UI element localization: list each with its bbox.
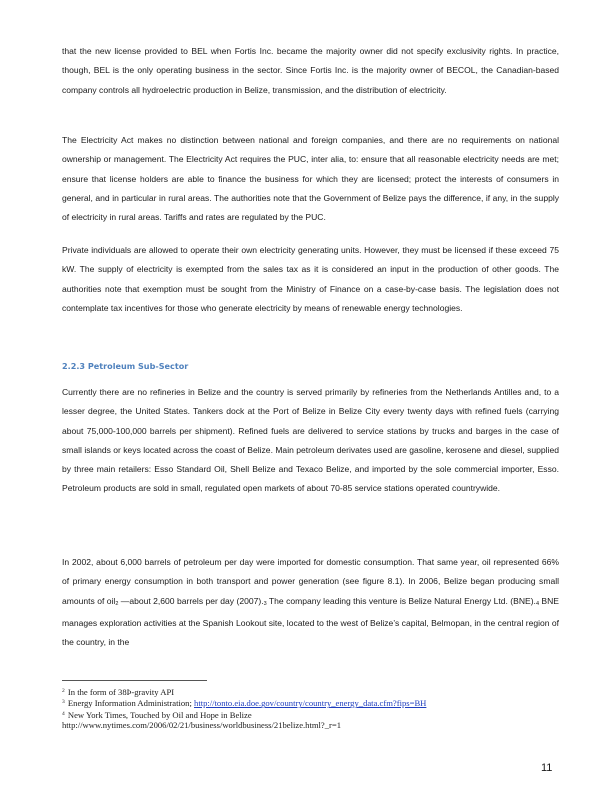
footnote-number: 4 (62, 710, 65, 717)
oil-text-part3: The company leading this venture is Belize Natural Energy Ltd. (BNE). (266, 595, 536, 606)
paragraph-electricity-act: The Electricity Act makes no distinction between national and foreign companies, and there are no requirements on national ownership or management. The Electricity Act requires the PUC, inter alia, to: ensure that all reasonable electricity needs are met; ensure that license holders are able to finance the business for which they are licensed; protect the interests of consumers in general, and in particular in rural areas. The authorities note that the Government of Belize pays the difference, if any, in the supply of electricity in rural areas. Tariffs and rates are regulated by the PUC. (62, 135, 559, 223)
oil-text-part1: In 2002, about 6,000 barrels of petroleum per day were imported for domestic consumption. That same year, oil represented 66% of primary energy consumption in both transport and power generation (see figure 8.1). In 2006, Belize began producing small amounts of oil (62, 557, 559, 606)
paragraph-oil-production (62, 553, 559, 652)
footnote-text: In the form of 38Þ-gravity API (67, 687, 175, 697)
footnote-4 (62, 709, 562, 720)
footnote-ref-2[interactable]: 2 (115, 600, 119, 607)
oil-text-part4: BNE manages exploration activities at the Spanish Lookout site, located to the west of Belize’s capital, Belmopan, in the central region of the country, in the (62, 595, 559, 648)
footnote-number: 3 (62, 699, 65, 706)
footnote-text: Energy Information Administration; (67, 698, 195, 709)
footnote-number: 2 (62, 688, 65, 694)
footnote-text: New York Times, Touched by Oil and Hope in Belize (67, 709, 252, 720)
oil-text-part2: —about 2,600 barrels per day (2007). (118, 595, 264, 606)
paragraph-bel-license: that the new license provided to BEL when Fortis Inc. became the majority owner did not specify exclusivity rights. In practice, though, BEL is the only operating business in the sector. Since Fortis Inc. is the majority owner of BECOL, the Canadian-based company controls all hydroelectric production in Belize, transmission, and the distribution of electricity. (62, 46, 559, 95)
eia-link[interactable]: http://tonto.eia.doe.gov/country/country_energy_data.cfm?fips=BH (194, 698, 427, 709)
footnote-ref-4[interactable]: 4 (535, 600, 539, 607)
section-heading-petroleum: 2.2.3 Petroleum Sub-Sector (62, 361, 189, 371)
footnotes (62, 686, 562, 730)
paragraph-private-generation: Private individuals are allowed to operate their own electricity generating units. However, they must be licensed if these exceed 75 kW. The supply of electricity is exempted from the sales tax as it is considered an input in the production of other goods. The authorities note that exemption must be sought from the Ministry of Finance on a case-by-case basis. The legislation does not contemplate tax incentives for those who generate electricity by means of renewable energy technologies. (62, 245, 559, 313)
page-number: 11 (541, 762, 553, 774)
footnote-ref-3[interactable]: 3 (263, 600, 267, 607)
footnote-3 (62, 697, 562, 708)
footnote-2 (62, 686, 562, 697)
footnote-separator (62, 680, 207, 681)
footnote-4-url: http://www.nytimes.com/2006/02/21/business/worldbusiness/21belize.html?_r=1 (62, 719, 342, 730)
paragraph-refineries: Currently there are no refineries in Belize and the country is served primarily by refineries from the Netherlands Antilles and, to a lesser degree, the United States. Tankers dock at the Port of Belize in Belize City every twenty days with refined fuels (carrying about 75,000-100,000 barrels per shipment). Refined fuels are delivered to service stations by trucks and barges in the case of small islands or keys located across the coast of Belize. Main petroleum derivates used are gasoline, kerosene and diesel, supplied by three main retailers: Esso Standard Oil, Shell Belize and Texaco Belize, and imported by the sole commercial importer, Esso. Petroleum products are sold in small, regulated open markets of about 70-85 service stations operated countrywide. (62, 387, 559, 494)
